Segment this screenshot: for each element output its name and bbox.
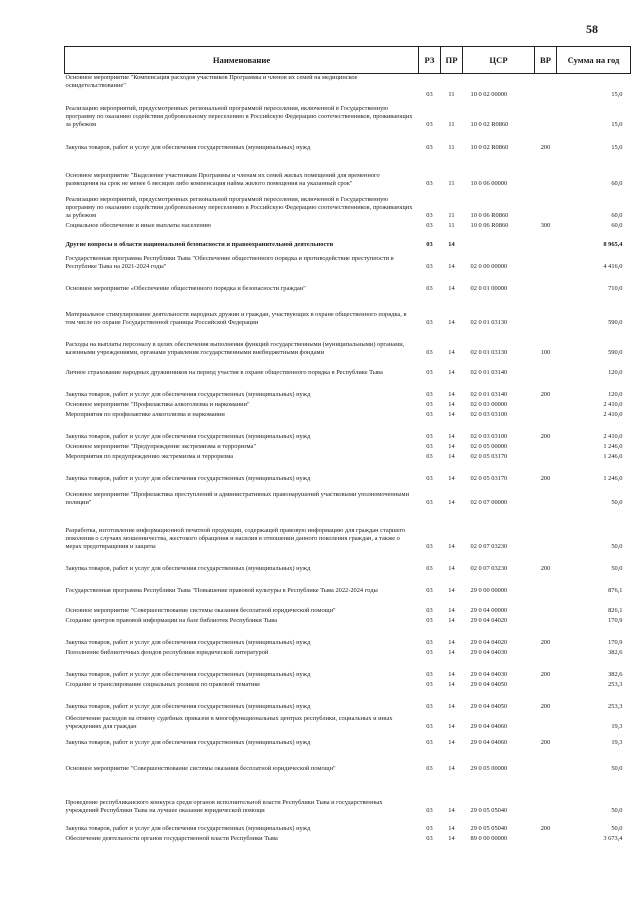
row-csr-cell [463,74,535,91]
row-vr-cell [535,647,557,657]
row-sum-cell: 253,3 [608,703,623,711]
row-rz-cell: 03 [426,241,433,249]
row-vr-cell [535,357,557,377]
row-vr-cell [535,90,557,99]
row-rz-cell: 03 [426,433,433,441]
row-name-cell: Закупка товаров, работ и услуг для обеспечения государственных (муниципальных) нужд [65,639,311,647]
row-pr-cell: 14 [448,681,455,689]
row-sum-cell: 50,0 [611,765,623,773]
row-csr-cell: 02 0 01 03130 [470,349,508,357]
row-pr-cell: 14 [448,263,455,271]
row-pr-cell: 14 [448,649,455,657]
row-vr-cell [535,615,557,625]
row-csr-cell: 02 0 05 03170 [470,453,508,461]
row-vr-cell: 200 [540,703,551,711]
row-name-cell: Основное мероприятие "Выделение участникам Программы и членам их семей жилых помещений для временного размещения на срок не менее 6 месяцев либо компенсация найма жилого помещения на указанный срок" [65,172,380,188]
row-csr-cell: 02 0 07 03230 [470,565,508,573]
row-rz-cell: 03 [426,739,433,747]
row-vr-cell [535,249,557,271]
row-sum-cell: 8 965,4 [603,241,623,249]
table-row [65,327,631,357]
row-csr-cell: 10 0 02 R0860 [470,144,509,152]
row-name-cell: Закупка товаров, работ и услуг для обеспечения государственных (муниципальных) нужд [65,144,311,152]
table-row [65,129,631,152]
row-pr-cell: 11 [448,91,455,99]
row-csr-cell: 29 0 04 04020 [470,639,508,647]
row-csr-cell: 02 0 05 00000 [470,443,508,451]
row-name-cell: Основное мероприятие "Совершенствование системы оказания бесплатной юридической помощи" [65,607,336,615]
row-sum-cell: 50,0 [611,825,623,833]
row-name-cell: Закупка товаров, работ и услуг для обеспечения государственных (муниципальных) нужд [65,475,311,483]
row-vr-cell [535,441,557,451]
row-name-cell: Социальное обеспечение и иные выплаты населению [65,222,212,230]
row-rz-cell: 03 [426,319,433,327]
row-sum-cell: 826,1 [608,607,623,615]
table-row [65,731,631,747]
row-sum-cell: 15,0 [611,121,623,129]
row-name-cell: Закупка товаров, работ и услуг для обеспечения государственных (муниципальных) нужд [65,703,311,711]
row-csr-cell: 29 0 04 04050 [470,703,508,711]
row-name-cell: Другие вопросы в области национальной безопасности и правоохранительной деятельности [65,241,334,249]
row-vr-cell [535,152,557,188]
row-vr-cell [535,409,557,419]
row-pr-cell: 11 [448,121,455,129]
row-vr-cell: 200 [540,433,551,441]
row-vr-cell [535,99,557,129]
row-rz-cell: 03 [426,212,433,220]
table-row [65,461,631,483]
row-csr-cell: 10 0 02 R0860 [470,121,509,129]
row-pr-cell: 14 [448,433,455,441]
row-pr-cell: 14 [448,453,455,461]
row-vr-cell: 200 [540,391,551,399]
row-rz-cell: 03 [426,807,433,815]
table-row [65,220,631,230]
row-pr-cell: 14 [448,349,455,357]
row-csr-cell: 29 0 04 04020 [470,617,508,625]
row-name-cell [65,90,419,99]
row-csr-cell: 02 0 01 03130 [470,319,508,327]
table-row [65,409,631,419]
row-name-cell: Государственная программа Республики Тыва "Обеспечение общественного порядка и противодействие преступности в Республике Тыва на 2021-2024 годы" [65,255,394,271]
row-pr-cell: 14 [448,723,455,731]
row-vr-cell: 300 [540,222,551,230]
row-rz-cell: 03 [426,565,433,573]
row-pr-cell: 14 [448,765,455,773]
row-rz-cell: 03 [426,91,433,99]
row-csr-cell: 29 0 05 00000 [470,765,508,773]
row-rz-cell: 03 [426,285,433,293]
row-pr-cell: 14 [448,639,455,647]
row-rz-cell: 03 [426,263,433,271]
row-name-cell: Закупка товаров, работ и услуг для обеспечения государственных (муниципальных) нужд [65,391,311,399]
row-sum-cell: 382,6 [608,649,623,657]
row-csr-cell: 02 0 07 03230 [470,543,508,551]
row-name-cell: Основное мероприятие "Предупреждение экстремизма и терроризма" [65,443,256,451]
row-name-cell: Проведение республиканского конкурса среди органов исполнительной власти Республики Тыва и государственных учреждений Республики Тыва на лучшее оказание юридической помощи [65,799,383,815]
row-csr-cell: 10 0 06 R0860 [470,212,509,220]
row-rz-cell: 03 [426,499,433,507]
header-name: Наименование [65,47,419,74]
row-sum-cell: 50,0 [611,543,623,551]
row-pr-cell: 14 [448,543,455,551]
header-sum: Сумма на год [557,47,631,74]
row-rz-cell: 03 [426,121,433,129]
row-sum-cell: 253,3 [608,681,623,689]
row-rz-cell: 03 [426,587,433,595]
row-csr-cell: 29 0 04 04030 [470,649,508,657]
row-sum-cell [557,74,631,91]
table-row [65,551,631,573]
row-pr-cell: 14 [448,703,455,711]
row-name-cell: Разработка, изготовление информационной печатной продукции, содержащей правовую информацию для граждан старшего поколения о случаях мошенничества, жестокого обращения и насилия в отношении данного поколения граждан, а также о мерах предотвращения и защиты [65,526,406,551]
table-row [65,357,631,377]
row-vr-cell [535,747,557,773]
row-csr-cell: 29 0 04 04060 [470,723,508,731]
row-sum-cell: 15,0 [611,91,623,99]
row-rz-cell [419,74,441,91]
row-csr-cell: 02 0 03 03100 [470,411,508,419]
row-csr-cell: 02 0 03 03100 [470,433,508,441]
row-vr-cell: 200 [540,671,551,679]
row-csr-cell: 29 0 04 04060 [470,739,508,747]
row-vr-cell: 200 [540,144,551,152]
row-name-cell: Создание центров правовой информации на базе библиотек Республики Тыва [65,617,278,625]
row-pr-cell: 14 [448,671,455,679]
table-row [65,419,631,441]
row-vr-cell [535,711,557,731]
row-sum-cell: 382,6 [608,671,623,679]
row-sum-cell: 590,0 [608,319,623,327]
row-csr-cell: 10 0 06 00000 [470,180,508,188]
row-vr-cell [535,679,557,689]
row-vr-cell: 200 [540,639,551,647]
row-pr-cell: 14 [448,241,455,249]
row-pr-cell: 14 [448,835,455,843]
table-row [65,815,631,833]
row-sum-cell: 120,0 [608,391,623,399]
table-row [65,833,631,843]
row-sum-cell: 60,0 [611,212,623,220]
row-sum-cell: 1 246,0 [603,443,623,451]
table-row [65,595,631,615]
row-sum-cell: 50,0 [611,565,623,573]
row-rz-cell: 03 [426,835,433,843]
row-rz-cell: 03 [426,369,433,377]
row-vr-cell [535,451,557,461]
row-pr-cell: 14 [448,587,455,595]
row-rz-cell: 03 [426,543,433,551]
row-sum-cell: 876,1 [608,587,623,595]
row-pr-cell: 14 [448,739,455,747]
table-row [65,188,631,220]
table-row [65,74,631,91]
row-csr-cell: 02 0 01 03140 [470,391,508,399]
row-vr-cell [535,74,557,91]
table-row [65,625,631,647]
row-rz-cell: 03 [426,765,433,773]
row-name-cell: Мероприятия по предупреждению экстремизма и терроризма [65,453,234,461]
row-pr-cell: 11 [448,180,455,188]
row-name-cell: Реализацию мероприятий, предусмотренных региональной программой переселения, включенной в Государственную программу по оказанию содействия добровольному переселению в Российскую Федерацию соотечественников, проживающих за рубежом [65,195,413,220]
row-name-cell: Закупка товаров, работ и услуг для обеспечения государственных (муниципальных) нужд [65,565,311,573]
row-vr-cell: 200 [540,825,551,833]
row-name-cell: Основное мероприятие "Совершенствование системы оказания бесплатной юридической помощи" [65,765,336,773]
row-sum-cell: 60,0 [611,222,623,230]
row-sum-cell: 50,0 [611,807,623,815]
header-pr: ПР [441,47,463,74]
row-name-cell: Основное мероприятие «Обеспечение общественного порядка и безопасности граждан" [65,285,306,293]
row-pr-cell: 14 [448,285,455,293]
row-name-cell: Обеспечение расходов на отмену судебных приказов в многофункциональных центрах республики, социальных и иных учреждениях для граждан [65,715,393,731]
row-vr-cell [535,507,557,551]
row-sum-cell: 2 410,0 [603,433,623,441]
row-csr-cell: 29 0 05 05040 [470,825,508,833]
row-pr-cell: 14 [448,825,455,833]
row-rz-cell: 03 [426,617,433,625]
row-vr-cell [535,595,557,615]
row-csr-cell: 02 0 03 00000 [470,401,508,409]
row-csr-cell: 29 0 04 04050 [470,681,508,689]
row-rz-cell: 03 [426,703,433,711]
row-pr-cell: 14 [448,607,455,615]
row-name-cell: Материальное стимулирование деятельности народных дружин и граждан, участвующих в охране общественного порядка, в том числе по охране Государственной границы Российской Федерации [65,311,407,327]
header-csr: ЦСР [463,47,535,74]
row-pr-cell: 14 [448,565,455,573]
row-pr-cell: 14 [448,401,455,409]
row-csr-cell: 29 0 05 05040 [470,807,508,815]
table-row [65,773,631,815]
table-row [65,573,631,595]
row-pr-cell: 14 [448,475,455,483]
row-pr-cell: 14 [448,391,455,399]
row-sum-cell: 15,0 [611,144,623,152]
row-sum-cell: 3 673,4 [603,835,623,843]
row-rz-cell: 03 [426,411,433,419]
row-rz-cell: 03 [426,681,433,689]
table-row [65,615,631,625]
table-header [65,47,631,74]
row-rz-cell: 03 [426,144,433,152]
row-name-cell: Личное страхование народных дружинников на период участия в охране общественного порядка в Республике Тыва [65,369,383,377]
row-csr-cell: 02 0 05 03170 [470,475,508,483]
row-rz-cell: 03 [426,391,433,399]
row-rz-cell: 03 [426,723,433,731]
row-vr-cell [535,188,557,220]
row-pr-cell: 14 [448,443,455,451]
row-name-cell: Основное мероприятие "Профилактика алкоголизма и наркомании" [65,401,250,409]
row-name-cell: Пополнение библиотечных фондов республики юридической литературой [65,649,269,657]
table-row [65,647,631,657]
row-rz-cell: 03 [426,475,433,483]
row-name-cell: Закупка товаров, работ и услуг для обеспечения государственных (муниципальных) нужд [65,671,311,679]
row-csr-cell [463,230,535,249]
table-body [65,74,631,844]
row-csr-cell: 89 0 00 00000 [470,835,508,843]
row-csr-cell: 29 0 00 00000 [470,587,508,595]
row-csr-cell: 29 0 04 00000 [470,607,508,615]
header-row [65,47,631,74]
row-rz-cell: 03 [426,443,433,451]
row-vr-cell [535,293,557,327]
table-row [65,451,631,461]
row-vr-cell [535,230,557,249]
row-rz-cell: 03 [426,349,433,357]
row-pr-cell [441,74,463,91]
row-rz-cell: 03 [426,401,433,409]
table-row [65,99,631,129]
row-rz-cell: 03 [426,671,433,679]
table-row [65,249,631,271]
row-csr-cell: 29 0 04 04030 [470,671,508,679]
row-sum-cell: 1 246,0 [603,453,623,461]
row-name-cell: Государственная программа Республики Тыва "Повышение правовой культуры в Республике Тыва 2022-2024 годы [65,587,378,595]
row-csr-cell: 02 0 07 00000 [470,499,508,507]
row-csr-cell: 02 0 01 03140 [470,369,508,377]
row-name-cell: Основное мероприятие "Компенсация расходов участников Программы и членов их семей на медицинское освидетельствование" [65,74,358,90]
row-name-cell: Создание и транслирование социальных роликов по правовой тематике [65,681,261,689]
row-csr-cell: 02 0 01 00000 [470,285,508,293]
row-name-cell: Основное мероприятие "Профилактика преступлений и административных правонарушений участковыми уполномоченными полиции" [65,491,410,507]
table-row [65,441,631,451]
row-sum-cell: 120,0 [608,369,623,377]
header-vr: ВР [535,47,557,74]
row-vr-cell [535,833,557,843]
table-row [65,377,631,399]
row-sum-cell: 2 410,0 [603,411,623,419]
row-pr-cell: 14 [448,319,455,327]
row-pr-cell: 11 [448,212,455,220]
row-sum-cell: 710,0 [608,285,623,293]
table-row [65,483,631,507]
row-sum-cell: 1 246,0 [603,475,623,483]
row-pr-cell: 11 [448,222,455,230]
row-rz-cell: 03 [426,639,433,647]
row-sum-cell: 4 416,0 [603,263,623,271]
row-sum-cell: 60,0 [611,180,623,188]
row-csr-cell: 10 0 06 R0860 [470,222,509,230]
table-row [65,293,631,327]
row-rz-cell: 03 [426,453,433,461]
row-vr-cell [535,483,557,507]
row-name-cell: Обеспечение деятельности органов государственной власти Республики Тыва [65,835,278,843]
row-sum-cell: 170,9 [608,639,623,647]
table-row [65,152,631,188]
row-csr-cell: 02 0 00 00000 [470,263,508,271]
row-name-cell: Закупка товаров, работ и услуг для обеспечения государственных (муниципальных) нужд [65,825,311,833]
table-row [65,747,631,773]
row-sum-cell: 170,9 [608,617,623,625]
row-pr-cell: 14 [448,369,455,377]
table-row [65,230,631,249]
table-row [65,507,631,551]
row-name-cell: Расходы на выплаты персоналу в целях обеспечения выполнения функций государственными (муниципальными) органами, казенными учреждениями, органами управления государственными внебюджетными фондами [65,341,405,357]
row-vr-cell: 200 [540,565,551,573]
row-sum-cell: 590,0 [608,349,623,357]
row-rz-cell: 03 [426,222,433,230]
table-row [65,90,631,99]
row-pr-cell: 14 [448,807,455,815]
budget-table-container [64,46,630,843]
row-sum-cell: 2 410,0 [603,401,623,409]
table-row [65,679,631,689]
row-rz-cell: 03 [426,649,433,657]
row-vr-cell [535,399,557,409]
row-rz-cell: 03 [426,825,433,833]
table-row [65,711,631,731]
row-sum-cell: 19,3 [611,739,623,747]
row-name-cell: Реализацию мероприятий, предусмотренных региональной программой переселения, включенной в Государственную программу по оказанию содействия добровольному переселению в Российскую Федерацию соотечественников, проживающих за рубежом [65,104,413,129]
row-sum-cell: 50,0 [611,499,623,507]
row-vr-cell: 100 [540,349,551,357]
header-rz: РЗ [419,47,441,74]
budget-table [64,46,631,843]
row-csr-cell: 10 0 02 00000 [470,91,508,99]
row-vr-cell: 200 [540,739,551,747]
row-sum-cell: 19,3 [611,723,623,731]
table-row [65,689,631,711]
row-rz-cell: 03 [426,180,433,188]
row-name-cell: Закупка товаров, работ и услуг для обеспечения государственных (муниципальных) нужд [65,739,311,747]
row-pr-cell: 14 [448,617,455,625]
table-row [65,271,631,293]
row-vr-cell [535,573,557,595]
row-pr-cell: 14 [448,411,455,419]
table-row [65,399,631,409]
row-name-cell: Закупка товаров, работ и услуг для обеспечения государственных (муниципальных) нужд [65,433,311,441]
page-number: 58 [586,22,598,36]
row-pr-cell: 14 [448,499,455,507]
row-rz-cell: 03 [426,607,433,615]
row-name-cell: Мероприятия по профилактике алкоголизма и наркомании [65,411,225,419]
table-row [65,657,631,679]
row-pr-cell: 11 [448,144,455,152]
row-vr-cell: 200 [540,475,551,483]
row-vr-cell [535,773,557,815]
row-vr-cell [535,271,557,293]
